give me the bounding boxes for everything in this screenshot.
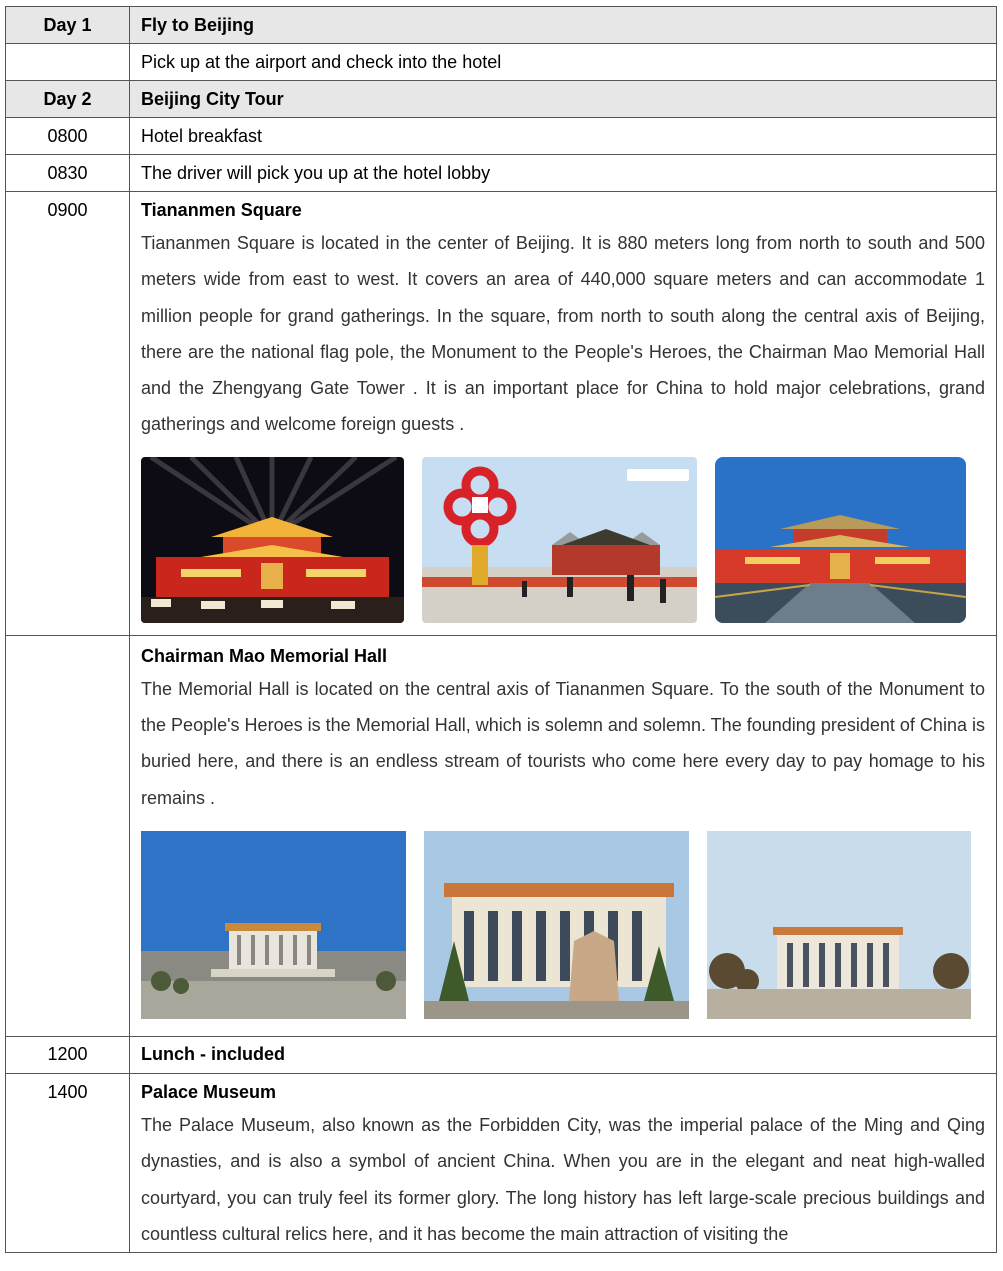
day-label: Day 2	[6, 81, 130, 118]
tiananmen-night-photo	[141, 457, 404, 623]
time-cell: 0800	[6, 118, 130, 155]
time-text: 1400	[47, 1081, 88, 1102]
time-cell	[6, 1073, 130, 1252]
day-title: Beijing City Tour	[130, 81, 997, 118]
attraction-cell	[130, 192, 997, 636]
tiananmen-day-photo	[715, 457, 966, 623]
time-cell	[6, 44, 130, 81]
attraction-cell	[130, 1073, 997, 1252]
day-header-row	[6, 81, 997, 118]
memorial-hall-photo-3	[707, 831, 971, 1019]
attraction-title: Palace Museum	[141, 1081, 277, 1102]
activity-text: Lunch - included	[130, 1036, 997, 1073]
table-row	[6, 44, 997, 81]
day-header-row	[6, 7, 997, 44]
table-row	[6, 118, 997, 155]
table-row	[6, 635, 997, 1036]
time-text: 0900	[47, 200, 88, 220]
table-row	[6, 192, 997, 636]
attraction-description: Tiananmen Square is located in the center of Beijing. It is 880 meters long from north to south and 500 meters wide from east to west. It covers an area of 440,000 square meters and can accommodate 1 million people for grand gatherings. In the square, from north to south along the central axis of Beijing, there are the national flag pole, the Monument to the People's Heroes, the Chairman Mao Memorial Hall and the Zhengyang Gate Tower . It is an important place for China to hold major celebrations, grand gatherings and welcome foreign guests .	[141, 233, 985, 435]
activity-text: Hotel breakfast	[130, 118, 997, 155]
memorial-hall-photo-1	[141, 831, 406, 1019]
time-cell: 0830	[6, 155, 130, 192]
memorial-hall-photo-2	[424, 831, 689, 1019]
photo-strip	[141, 455, 985, 625]
time-cell	[6, 635, 130, 1036]
activity-text: Pick up at the airport and check into the hotel	[130, 44, 997, 81]
table-row	[6, 1036, 997, 1073]
tiananmen-knot-photo	[422, 457, 697, 623]
photo-strip	[141, 830, 985, 1020]
time-cell: 1200	[6, 1036, 130, 1073]
table-row	[6, 155, 997, 192]
day-label: Day 1	[6, 7, 130, 44]
itinerary-table	[5, 6, 997, 1253]
table-row	[6, 1073, 997, 1252]
day-title: Fly to Beijing	[130, 7, 997, 44]
attraction-description: The Palace Museum, also known as the Forbidden City, was the imperial palace of the Ming and Qing dynasties, and is also a symbol of ancient China. When you are in the elegant and neat high-walled courtyard, you can truly feel its former glory. The long history has left large-scale precious buildings and countless cultural relics here, and it has become the main attraction of visiting the	[141, 1114, 985, 1244]
attraction-title: Tiananmen Square	[141, 200, 302, 220]
attraction-description: The Memorial Hall is located on the central axis of Tiananmen Square. To the south of the Monument to the People's Heroes is the Memorial Hall, which is solemn and solemn. The founding president of China is buried here, and there is an endless stream of tourists who come here every day to pay homage to his remains .	[141, 678, 985, 808]
attraction-cell	[130, 635, 997, 1036]
activity-text: The driver will pick you up at the hotel lobby	[130, 155, 997, 192]
attraction-title: Chairman Mao Memorial Hall	[141, 645, 388, 666]
time-cell	[6, 192, 130, 636]
